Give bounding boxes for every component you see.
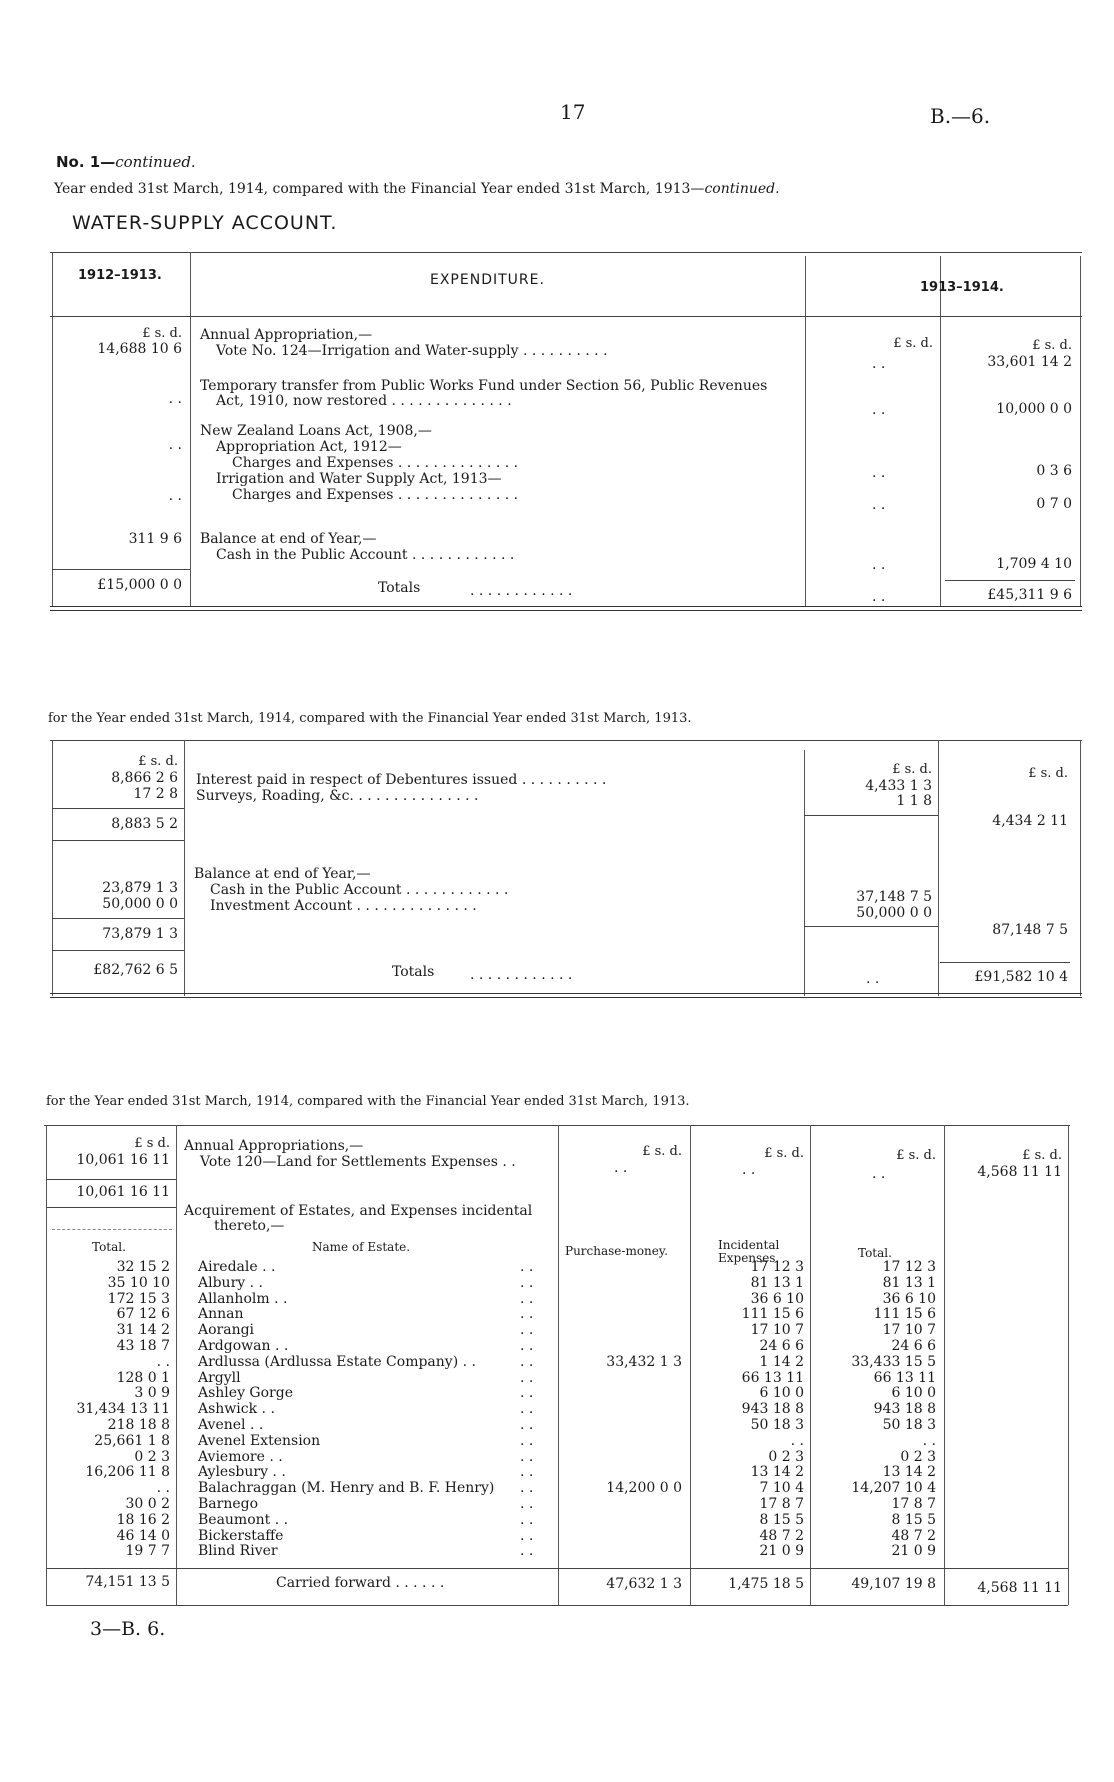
table1-header-rule — [50, 316, 1082, 317]
amount-1912: 50,000 0 0 — [102, 896, 178, 912]
col-head-1913: 1913–1914. — [920, 280, 1004, 295]
estate-name: Ardlussa (Ardlussa Estate Company) . . — [198, 1354, 476, 1370]
subtotal-1913: 4,434 2 11 — [992, 813, 1068, 829]
row-label: Charges and Expenses . . . . . . . . . . . . . . — [232, 487, 519, 503]
amount-1912: 311 9 6 — [128, 531, 182, 547]
estate-name: Albury . . — [198, 1275, 263, 1291]
row-label: Appropriation Act, 1912— — [216, 439, 402, 455]
row-label: Temporary transfer from Public Works Fund under Section 56, Public Revenues — [200, 378, 768, 394]
subtotal-rule — [46, 1207, 176, 1208]
estate-amount-1912: . . — [156, 1480, 170, 1496]
amount-1913: 0 7 0 — [1036, 496, 1072, 512]
estate-total: 14,207 10 4 — [851, 1480, 936, 1496]
leader-dots: . . — [520, 1496, 534, 1512]
table2-bottom-rule — [50, 993, 1082, 998]
unit-heading: £ s. d. — [896, 1148, 936, 1163]
amount-a: 50,000 0 0 — [856, 905, 932, 921]
estate-total: 24 6 6 — [891, 1338, 936, 1354]
year-line — [54, 181, 780, 197]
estate-total: 17 8 7 — [891, 1496, 936, 1512]
table2-left-rule — [52, 740, 53, 996]
estate-total: 17 10 7 — [882, 1322, 936, 1338]
row-label: Investment Account . . . . . . . . . . . . . . — [210, 898, 477, 914]
col-head-estate: Name of Estate. — [312, 1240, 411, 1254]
amount-1912: 17 2 8 — [133, 786, 178, 802]
carried-forward-1912: 74,151 13 5 — [85, 1574, 170, 1590]
estate-amount-1912: 46 14 0 — [116, 1528, 170, 1544]
estate-total: 33,433 15 5 — [851, 1354, 936, 1370]
amount-1912: 8,866 2 6 — [111, 770, 178, 786]
table3-col-rule — [690, 1125, 691, 1605]
estate-total: 66 13 11 — [873, 1370, 936, 1386]
col-head-expenditure: EXPENDITURE. — [430, 272, 545, 288]
amount-1913: 33,601 14 2 — [987, 354, 1072, 370]
amount-a: . . — [872, 356, 886, 372]
caption-2: for the Year ended 31st March, 1914, compared with the Financial Year ended 31st March, 1913. — [48, 711, 692, 726]
estate-total: 21 0 9 — [891, 1543, 936, 1559]
estate-incidental-expenses: 50 18 3 — [750, 1417, 804, 1433]
year-line-text: Year ended 31st March, 1914, compared with the Financial Year ended 31st March, 1913— — [54, 181, 705, 197]
leader-dots: . . — [520, 1322, 534, 1338]
row-label: Balance at end of Year,— — [200, 531, 377, 547]
leader-dots: . . — [520, 1449, 534, 1465]
estate-name: Ashley Gorge — [198, 1385, 293, 1401]
subtotal-rule — [52, 569, 190, 570]
amount-dots: . . — [872, 1166, 886, 1182]
estate-total: 48 7 2 — [891, 1528, 936, 1544]
leader-dots: . . — [520, 1338, 534, 1354]
row-label: Acquirement of Estates, and Expenses incidental — [184, 1203, 533, 1219]
table1-left-rule — [52, 252, 53, 606]
estate-total: 8 15 5 — [891, 1512, 936, 1528]
row-label: thereto,— — [214, 1218, 285, 1234]
document-code: B.—6. — [930, 104, 991, 128]
leader-dots: . . . . . . . . . . . . — [470, 583, 573, 599]
estate-incidental-expenses: 21 0 9 — [759, 1543, 804, 1559]
amount-1912: . . — [168, 437, 182, 453]
row-label: Act, 1910, now restored . . . . . . . . . . . . . . — [216, 393, 512, 409]
amount-1913: 1,709 4 10 — [996, 556, 1072, 572]
col-head-incidental: Incidental — [718, 1238, 780, 1252]
estate-incidental-expenses: 111 15 6 — [741, 1306, 804, 1322]
amount-1912: . . — [168, 391, 182, 407]
table1-bottom-rule — [50, 606, 1082, 611]
table2-col-rule — [184, 740, 185, 996]
subtotal-1912: 73,879 1 3 — [102, 926, 178, 942]
leader-dots: . . — [520, 1291, 534, 1307]
estate-incidental-expenses: 17 10 7 — [750, 1322, 804, 1338]
estate-total: 943 18 8 — [873, 1401, 936, 1417]
row-label: New Zealand Loans Act, 1908,— — [200, 423, 432, 439]
page-number: 17 — [560, 100, 586, 124]
total-1912: £15,000 0 0 — [97, 577, 182, 593]
col-head-purchase: Purchase-money. — [565, 1244, 668, 1258]
estate-purchase-money: 14,200 0 0 — [606, 1480, 682, 1496]
leader-dots: . . — [520, 1259, 534, 1275]
caption-3: for the Year ended 31st March, 1914, compared with the Financial Year ended 31st March, 1913. — [46, 1094, 690, 1109]
leader-dots: . . — [520, 1306, 534, 1322]
col-head-1912: 1912–1913. — [78, 268, 162, 283]
leader-dots: . . — [520, 1275, 534, 1291]
estate-incidental-expenses: 66 13 11 — [741, 1370, 804, 1386]
amount-dots: . . — [742, 1162, 756, 1178]
estate-incidental-expenses: 6 10 0 — [759, 1385, 804, 1401]
estate-amount-1912: 32 15 2 — [116, 1259, 170, 1275]
row-label: Cash in the Public Account . . . . . . . . . . . . — [210, 882, 509, 898]
estate-incidental-expenses: 0 2 3 — [768, 1449, 804, 1465]
table2-right-rule — [1080, 740, 1081, 996]
estate-amount-1912: 43 18 7 — [116, 1338, 170, 1354]
estate-amount-1912: 16,206 11 8 — [85, 1464, 170, 1480]
estate-amount-1912: . . — [156, 1354, 170, 1370]
estate-name: Allanholm . . — [198, 1291, 288, 1307]
subtotal-rule — [46, 1179, 176, 1180]
table3-col-rule — [810, 1125, 811, 1605]
leader-dots: . . — [520, 1385, 534, 1401]
header-rule — [52, 1229, 172, 1230]
estate-name: Avenel Extension — [198, 1433, 321, 1449]
estate-amount-1912: 18 16 2 — [116, 1512, 170, 1528]
leader-dots: . . — [520, 1480, 534, 1496]
estate-incidental-expenses: 81 13 1 — [750, 1275, 804, 1291]
unit-heading: £ s. d. — [1022, 1148, 1062, 1163]
estate-amount-1912: 25,661 1 8 — [94, 1433, 170, 1449]
leader-dots: . . — [520, 1401, 534, 1417]
row-label: Balance at end of Year,— — [194, 866, 371, 882]
subtotal-rule — [52, 950, 184, 951]
estate-name: Barnego — [198, 1496, 259, 1512]
amount-1913: 10,000 0 0 — [996, 401, 1072, 417]
table1-col-rule — [940, 256, 941, 606]
estate-name: Aviemore . . — [198, 1449, 283, 1465]
row-label: Annual Appropriations,— — [184, 1138, 364, 1154]
estate-incidental-expenses: 13 14 2 — [750, 1464, 804, 1480]
unit-heading: £ s. d. — [142, 326, 182, 341]
total-1913: £45,311 9 6 — [987, 587, 1072, 603]
estate-amount-1912: 30 0 2 — [125, 1496, 170, 1512]
amount-a: . . — [872, 589, 886, 605]
row-label: Irrigation and Water Supply Act, 1913— — [216, 471, 502, 487]
estate-amount-1912: 128 0 1 — [116, 1370, 170, 1386]
totals-label: Totals — [378, 580, 421, 596]
subtotal-1912: 8,883 5 2 — [111, 816, 178, 832]
estate-incidental-expenses: 17 12 3 — [750, 1259, 804, 1275]
section-continued: continued. — [115, 153, 196, 171]
table2-col-rule — [804, 750, 805, 996]
col-head-total: Total. — [92, 1240, 126, 1254]
estate-name: Argyll — [198, 1370, 241, 1386]
leader-dots: . . — [520, 1528, 534, 1544]
estate-name: Aylesbury . . — [198, 1464, 286, 1480]
amount-a: 37,148 7 5 — [856, 889, 932, 905]
estate-total: 50 18 3 — [882, 1417, 936, 1433]
row-label: Surveys, Roading, &c. . . . . . . . . . . . . . . — [196, 788, 479, 804]
table3-bottom-rule — [46, 1605, 1068, 1606]
row-label: Interest paid in respect of Debentures issued . . . . . . . . . . — [196, 772, 607, 788]
estate-amount-1912: 19 7 7 — [125, 1543, 170, 1559]
table1-top-rule — [50, 252, 1082, 253]
leader-dots: . . — [520, 1354, 534, 1370]
col-head-total: Total. — [858, 1246, 892, 1260]
table3-top-rule — [44, 1125, 1070, 1126]
estate-amount-1912: 31,434 13 11 — [76, 1401, 170, 1417]
subtotal-rule — [804, 926, 938, 927]
estate-incidental-expenses: 1 14 2 — [759, 1354, 804, 1370]
subtotal-1913: 87,148 7 5 — [992, 922, 1068, 938]
estate-name: Airedale . . — [198, 1259, 276, 1275]
unit-heading: £ s. d. — [892, 762, 932, 777]
leader-dots: . . — [520, 1543, 534, 1559]
amount-1912: 10,061 16 11 — [76, 1152, 170, 1168]
leader-dots: . . — [520, 1433, 534, 1449]
subtotal-rule — [945, 580, 1075, 581]
amount-1912: . . — [168, 488, 182, 504]
estate-incidental-expenses: 24 6 6 — [759, 1338, 804, 1354]
carried-forward-total: 49,107 19 8 — [851, 1576, 936, 1592]
table3-right-rule — [1068, 1125, 1069, 1605]
estate-total: 81 13 1 — [882, 1275, 936, 1291]
totals-label: Totals — [392, 964, 435, 980]
amount-a: 1 1 8 — [896, 793, 932, 809]
row-label: Charges and Expenses . . . . . . . . . . . . . . — [232, 455, 519, 471]
subtotal-rule — [52, 918, 184, 919]
estate-amount-1912: 0 2 3 — [134, 1449, 170, 1465]
amount-a: . . — [866, 971, 880, 987]
estate-name: Ashwick . . — [198, 1401, 275, 1417]
row-label: Cash in the Public Account . . . . . . . . . . . . — [216, 547, 515, 563]
estate-incidental-expenses: 943 18 8 — [741, 1401, 804, 1417]
subtotal-rule — [940, 962, 1070, 963]
table1-col-rule — [190, 252, 191, 606]
leader-dots: . . — [520, 1464, 534, 1480]
estate-total: 0 2 3 — [900, 1449, 936, 1465]
estate-name: Annan — [198, 1306, 244, 1322]
table3-col-rule — [558, 1125, 559, 1605]
amount-1912: 23,879 1 3 — [102, 880, 178, 896]
year-line-continued: continued. — [704, 181, 780, 197]
table1-col-rule — [805, 256, 806, 606]
amount-a: . . — [872, 557, 886, 573]
estate-total: 111 15 6 — [873, 1306, 936, 1322]
estate-name: Avenel . . — [198, 1417, 264, 1433]
subtotal-rule — [804, 815, 938, 816]
carried-rule — [46, 1568, 1068, 1569]
estate-incidental-expenses: 48 7 2 — [759, 1528, 804, 1544]
subtotal-1912: 10,061 16 11 — [76, 1184, 170, 1200]
total-1913: £91,582 10 4 — [974, 969, 1068, 985]
estate-incidental-expenses: 7 10 4 — [759, 1480, 804, 1496]
leader-dots: . . — [520, 1512, 534, 1528]
carried-forward-incidental: 1,475 18 5 — [728, 1576, 804, 1592]
leader-dots: . . — [520, 1370, 534, 1386]
estate-incidental-expenses: . . — [790, 1433, 804, 1449]
unit-heading: £ s. d. — [1028, 766, 1068, 781]
estate-amount-1912: 31 14 2 — [116, 1322, 170, 1338]
amount-a: 4,433 1 3 — [865, 778, 932, 794]
carried-forward-purchase: 47,632 1 3 — [606, 1576, 682, 1592]
amount-1912: 14,688 10 6 — [97, 341, 182, 357]
estate-name: Ardgowan . . — [198, 1338, 289, 1354]
estate-amount-1912: 67 12 6 — [116, 1306, 170, 1322]
estate-total: 36 6 10 — [882, 1291, 936, 1307]
amount-dots: . . — [614, 1160, 628, 1176]
table3-col-rule — [176, 1125, 177, 1605]
estate-total: 6 10 0 — [891, 1385, 936, 1401]
estate-amount-1912: 35 10 10 — [107, 1275, 170, 1291]
carried-forward-grand: 4,568 11 11 — [977, 1580, 1062, 1596]
row-label: Annual Appropriation,— — [200, 327, 373, 343]
leader-dots: . . . . . . . . . . . . — [470, 967, 573, 983]
table2-top-rule — [50, 740, 1082, 741]
amount-a: . . — [872, 465, 886, 481]
table1-right-rule — [1080, 256, 1081, 606]
total-1912: £82,762 6 5 — [93, 962, 178, 978]
estate-name: Aorangi — [198, 1322, 255, 1338]
unit-heading: £ s. d. — [764, 1146, 804, 1161]
estate-amount-1912: 218 18 8 — [107, 1417, 170, 1433]
unit-heading: £ s d. — [134, 1136, 170, 1151]
leader-dots: . . — [520, 1417, 534, 1433]
estate-name: Blind River — [198, 1543, 278, 1559]
carried-forward-label: Carried forward . . . . . . — [276, 1575, 445, 1591]
table3-left-rule — [46, 1125, 47, 1605]
table2-col-rule — [938, 740, 939, 996]
amount-a: . . — [872, 402, 886, 418]
row-label: Vote 120—Land for Settlements Expenses . . — [200, 1154, 516, 1170]
amount-a: . . — [872, 497, 886, 513]
signature-mark: 3—B. 6. — [90, 1618, 166, 1640]
estate-incidental-expenses: 8 15 5 — [759, 1512, 804, 1528]
estate-amount-1912: 3 0 9 — [134, 1385, 170, 1401]
amount-1913: 0 3 6 — [1036, 463, 1072, 479]
estate-amount-1912: 172 15 3 — [107, 1291, 170, 1307]
estate-total: 17 12 3 — [882, 1259, 936, 1275]
col-head-incidental: Expenses. — [718, 1251, 780, 1265]
section-label — [56, 153, 196, 171]
unit-heading: £ s. d. — [642, 1144, 682, 1159]
subtotal-rule — [52, 808, 184, 809]
estate-total: . . — [922, 1433, 936, 1449]
top-total: 4,568 11 11 — [977, 1164, 1062, 1180]
estate-purchase-money: 33,432 1 3 — [606, 1354, 682, 1370]
estate-name: Balachraggan (M. Henry and B. F. Henry) — [198, 1480, 495, 1496]
unit-heading: £ s. d. — [1032, 338, 1072, 353]
estate-total: 13 14 2 — [882, 1464, 936, 1480]
unit-heading: £ s. d. — [138, 754, 178, 769]
estate-name: Bickerstaffe — [198, 1528, 284, 1544]
row-label: Vote No. 124—Irrigation and Water-supply . . . . . . . . . . — [216, 343, 608, 359]
estate-name: Beaumont . . — [198, 1512, 289, 1528]
estate-incidental-expenses: 17 8 7 — [759, 1496, 804, 1512]
estate-incidental-expenses: 36 6 10 — [750, 1291, 804, 1307]
section-number: No. 1— — [56, 153, 116, 171]
table3-col-rule — [944, 1125, 945, 1605]
unit-heading: £ s. d. — [893, 336, 933, 351]
subtotal-rule — [52, 840, 184, 841]
account-title: WATER-SUPPLY ACCOUNT. — [72, 212, 338, 234]
